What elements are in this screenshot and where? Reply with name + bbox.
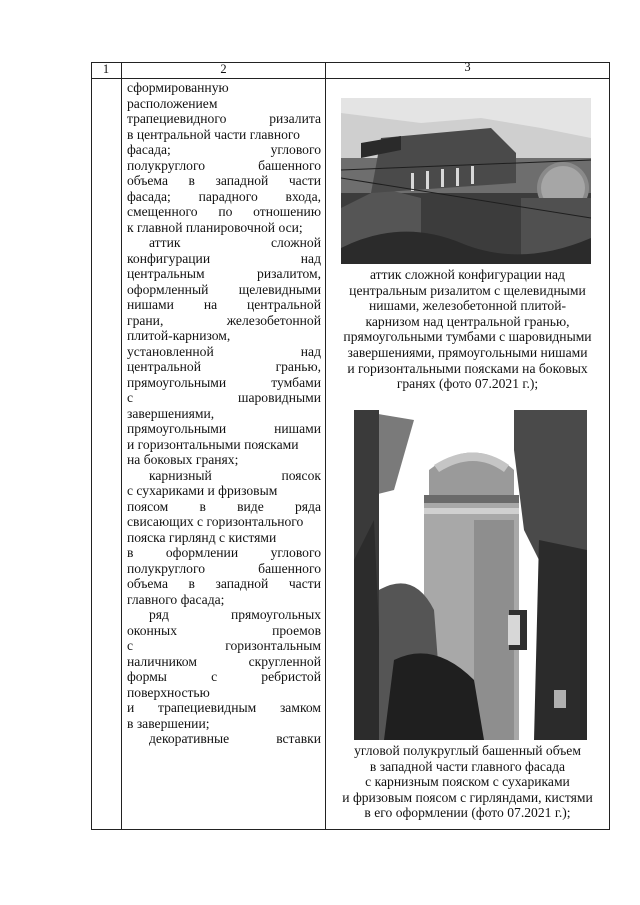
text-word: декоративные: [149, 731, 230, 746]
caption-line: и фризовым поясом с гирляндами, кистями: [342, 789, 593, 805]
text-line: [127, 297, 321, 313]
text-word: ряда: [294, 498, 321, 514]
text-word: западной: [215, 576, 269, 591]
caption-line: с карнизным пояском с сухариками: [365, 774, 570, 790]
header-divider: [91, 78, 610, 79]
text-word: свисающих с горизонтального: [127, 514, 304, 529]
text-line: [127, 266, 321, 282]
text-line: [127, 127, 321, 143]
tower-photo: [354, 410, 587, 740]
text-line: [127, 421, 321, 437]
caption-line: центральным ризалитом с щелевидными: [349, 282, 586, 298]
table-border-left: [91, 62, 92, 830]
text-word: и горизонтальными поясками: [127, 436, 299, 452]
text-word: фасада;: [127, 142, 171, 157]
text-word: смещенного: [127, 204, 198, 219]
text-word: центральной: [127, 359, 201, 374]
text-word: пояска гирлянд с кистями: [127, 529, 277, 545]
text-line: [127, 375, 321, 391]
text-word: расположением: [127, 95, 218, 111]
text-word: фасада;: [127, 188, 171, 204]
text-word: виде: [237, 498, 264, 514]
text-line: [127, 173, 321, 189]
caption-line: угловой полукруглый башенный объем: [354, 743, 581, 758]
column-divider-1: [121, 62, 122, 830]
text-word: прямоугольных: [230, 607, 321, 622]
text-word: башенного: [258, 157, 321, 173]
text-word: формы: [127, 669, 167, 684]
description-text: [127, 80, 321, 747]
header-col-1: 1: [102, 62, 110, 76]
text-line: [127, 592, 321, 608]
text-word: ризалитом,: [257, 266, 321, 281]
text-word: парадного: [198, 188, 258, 204]
table-border-bottom: [91, 829, 610, 830]
text-word: с сухариками и фризовым: [127, 483, 278, 498]
text-line: [127, 235, 321, 251]
caption-line: аттик сложной конфигурации над: [370, 267, 565, 282]
text-word: в: [199, 498, 206, 514]
caption-line: прямоугольными тумбами с шаровидными: [343, 329, 592, 345]
text-line: [127, 716, 321, 732]
text-word: с: [127, 638, 134, 653]
text-word: вставки: [276, 731, 321, 746]
text-line: [127, 561, 321, 577]
text-line: [127, 452, 321, 468]
text-word: полукруглого: [127, 157, 205, 173]
text-word: завершениями,: [127, 405, 215, 421]
text-word: с: [127, 390, 134, 405]
text-word: проемов: [272, 622, 321, 638]
text-word: части: [288, 173, 321, 188]
text-word: с: [211, 669, 218, 684]
text-word: к главной планировочной оси;: [127, 219, 303, 235]
text-word: оконных: [127, 622, 177, 638]
text-line: [127, 344, 321, 360]
text-line: [127, 483, 321, 499]
text-line: [127, 80, 321, 96]
text-word: в: [127, 545, 134, 560]
text-line: [127, 111, 321, 127]
text-word: над: [300, 343, 321, 359]
text-word: поясом: [127, 498, 169, 514]
text-word: ризалита: [269, 111, 321, 126]
header-col-2: 2: [220, 62, 227, 76]
text-word: щелевидными: [238, 281, 321, 297]
caption-line: карнизом над центральной гранью,: [365, 313, 570, 329]
text-line: [127, 607, 321, 623]
text-word: объема: [127, 576, 168, 591]
text-word: и: [127, 700, 135, 715]
header-col-3: 3: [464, 60, 471, 74]
text-word: западной: [215, 173, 269, 188]
text-word: входа,: [285, 188, 321, 204]
text-word: центральным: [127, 266, 205, 281]
text-word: прямоугольными: [127, 421, 227, 436]
text-line: [127, 576, 321, 592]
text-word: ребристой: [261, 669, 321, 684]
text-word: центральной: [247, 297, 321, 312]
text-word: поясок: [281, 467, 321, 483]
text-word: башенного: [258, 560, 321, 576]
text-word: горизонтальным: [225, 638, 321, 653]
text-word: над: [300, 250, 321, 266]
text-line: [127, 251, 321, 267]
text-word: по: [218, 204, 233, 219]
text-line: [127, 700, 321, 716]
attic-photo: [341, 98, 591, 264]
text-line: [127, 220, 321, 236]
text-line: [127, 204, 321, 220]
text-line: [127, 654, 321, 670]
text-word: полукруглого: [127, 560, 205, 576]
text-word: сформированную: [127, 80, 229, 95]
text-word: нишами: [127, 297, 174, 312]
text-word: поверхностью: [127, 684, 210, 700]
text-line: [127, 530, 321, 546]
caption-line: нишами, железобетонной плитой-: [368, 298, 567, 314]
caption-line: завершениями, прямоугольными нишами: [347, 345, 588, 360]
text-word: железобетонной: [226, 312, 321, 328]
text-line: [127, 359, 321, 375]
text-word: сложной: [270, 235, 321, 250]
text-line: [127, 499, 321, 515]
text-word: отношению: [253, 204, 321, 219]
text-word: аттик: [149, 235, 181, 250]
text-line: [127, 142, 321, 158]
text-word: замком: [279, 700, 321, 715]
text-word: оформлении: [165, 545, 239, 560]
caption-line: гранях (фото 07.2021 г.);: [396, 376, 539, 392]
text-word: в: [188, 576, 195, 591]
text-word: в завершении;: [127, 715, 210, 731]
text-word: углового: [270, 142, 321, 157]
text-word: тумбами: [271, 374, 321, 390]
text-line: [127, 685, 321, 701]
text-word: прямоугольными: [127, 374, 227, 390]
text-line: [127, 282, 321, 298]
text-word: шаровидными: [238, 390, 321, 405]
text-word: объема: [127, 173, 168, 188]
text-line: [127, 313, 321, 329]
text-word: установленной: [127, 343, 214, 359]
text-word: нишами: [274, 421, 321, 436]
text-word: главного фасада;: [127, 591, 225, 607]
text-word: карнизный: [149, 467, 212, 483]
text-line: [127, 514, 321, 530]
text-line: [127, 638, 321, 654]
text-word: гранью,: [275, 359, 321, 374]
text-word: грани,: [127, 312, 164, 328]
text-line: [127, 545, 321, 561]
text-word: на: [203, 297, 218, 312]
text-word: углового: [270, 545, 321, 560]
text-line: [127, 390, 321, 406]
text-word: на боковых гранях;: [127, 452, 239, 467]
text-word: наличником: [127, 653, 197, 669]
text-line: [127, 437, 321, 453]
text-word: трапециевидного: [127, 111, 227, 126]
text-line: [127, 406, 321, 422]
text-line: [127, 468, 321, 484]
text-word: ряд: [149, 607, 169, 622]
caption-line: в западной части главного фасада: [369, 758, 566, 774]
text-line: [127, 669, 321, 685]
text-line: [127, 328, 321, 344]
text-word: скругленной: [248, 653, 321, 669]
text-word: в центральной части главного: [127, 126, 300, 142]
column-divider-2: [325, 62, 326, 830]
text-line: [127, 158, 321, 174]
text-line: [127, 623, 321, 639]
text-word: трапециевидным: [157, 700, 257, 715]
caption-line: в его оформлении (фото 07.2021 г.);: [364, 805, 571, 821]
text-word: конфигурации: [127, 250, 211, 266]
text-line: [127, 731, 321, 747]
caption-line: и горизонтальными поясками на боковых: [347, 360, 588, 376]
text-word: в: [188, 173, 195, 188]
text-word: оформленный: [127, 281, 209, 297]
text-word: части: [288, 576, 321, 591]
text-line: [127, 189, 321, 205]
text-word: плитой-карнизом,: [127, 328, 231, 343]
text-line: [127, 96, 321, 112]
table-border-right: [609, 62, 610, 830]
